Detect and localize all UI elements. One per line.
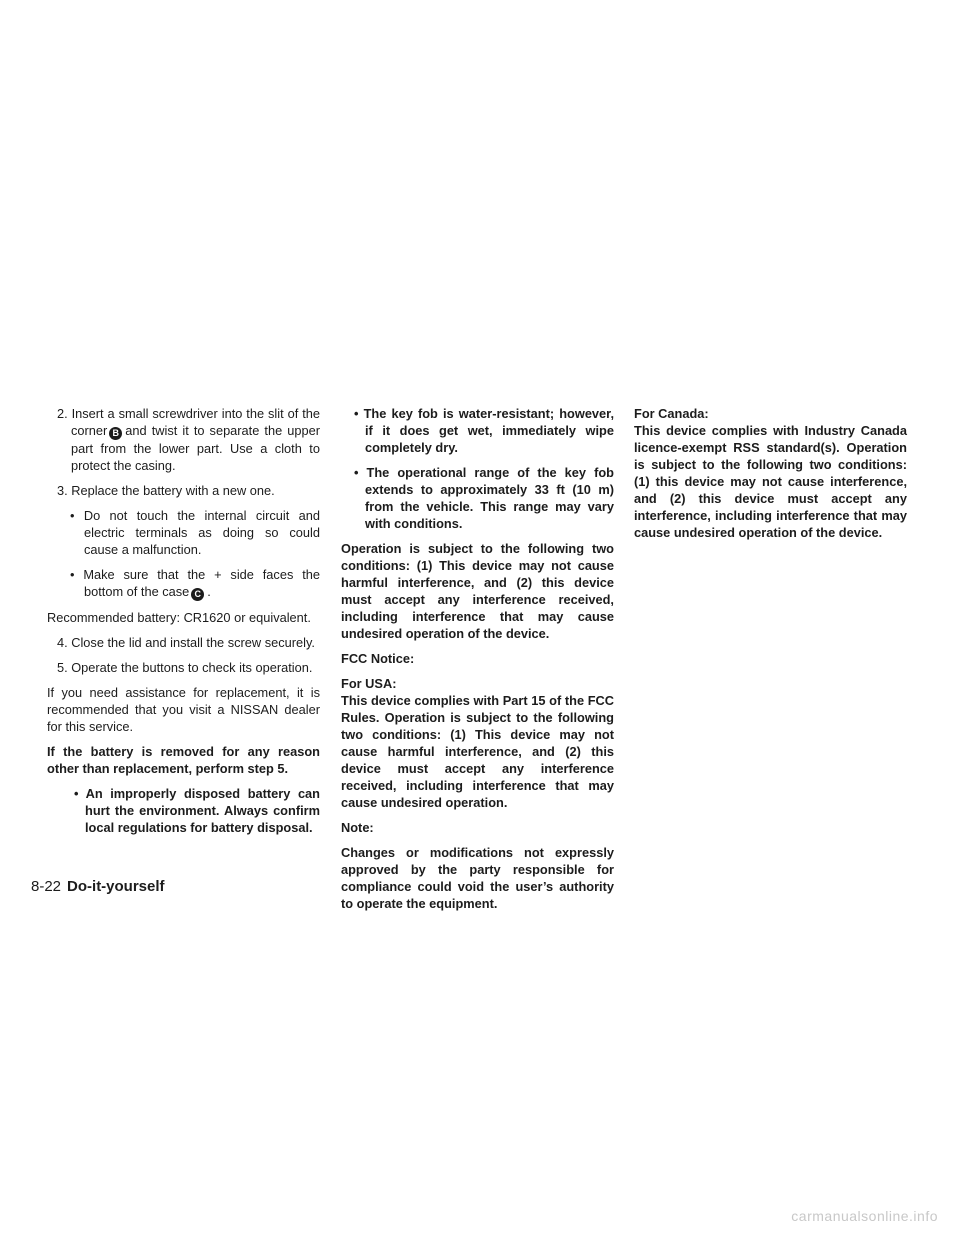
right-column (634, 405, 907, 549)
fcc-notice-heading: FCC Notice: (341, 651, 415, 666)
watermark: carmanualsonline.info (791, 1208, 938, 1224)
disposal-warning-bullet: • An improperly disposed battery can hurt the environment. Always confirm local regulations for battery disposal. (74, 786, 320, 835)
for-canada-heading: For Canada: (634, 406, 709, 421)
callout-b-icon: B (109, 427, 122, 440)
bullet-plus-side: • Make sure that the + side faces the bottom of the case C . (70, 567, 320, 599)
usa-text: This device complies with Part 15 of the FCC Rules. Operation is subject to the following two conditions: (1) This device may not cause harmful interference, and (2) this device must accept any interference received, including interference that may cause undesired operation. (341, 693, 614, 810)
left-column (47, 405, 320, 844)
page-number: 8-22 (31, 878, 62, 895)
canada-block (634, 405, 907, 541)
assistance-text: If you need assistance for replacement, it is recommended that you visit a NISSAN dealer for this service. (47, 685, 320, 734)
for-usa-heading: For USA: (341, 676, 397, 691)
operation-conditions: Operation is subject to the following two conditions: (1) This device may not cause harmful interference, and (2) this device must accept any interference received, including interference that may cause undesired operation of the device. (341, 541, 614, 641)
section-title: Do-it-yourself (67, 878, 165, 895)
note-heading: Note: (341, 820, 374, 835)
step-3: 3. Replace the battery with a new one. (57, 483, 275, 498)
callout-c-icon: C (191, 588, 204, 601)
bullet-internal-circuit: • Do not touch the internal circuit and electric terminals as doing so could cause a malfunction. (70, 508, 320, 557)
canada-text: This device complies with Industry Canada licence-exempt RSS standard(s). Operation is subject to the following two conditions: (1) this device may not cause interference, and (2) this device must accept any interference, including interference that may cause undesired operation of the device. (634, 423, 907, 540)
step-2: 2. Insert a small screwdriver into the slit of the corner B and twist it to separate the upper part from the lower part. Use a cloth to protect the casing. (57, 406, 320, 473)
recommended-battery: Recommended battery: CR1620 or equivalent. (47, 610, 311, 625)
battery-removed-heading: If the battery is removed for any reason other than replacement, perform step 5. (47, 744, 320, 776)
middle-column (341, 405, 614, 920)
step-5: 5. Operate the buttons to check its operation. (57, 660, 313, 675)
operational-range-bullet: • The operational range of the key fob extends to approximately 33 ft (10 m) from the vehicle. This range may vary with conditions. (354, 465, 614, 531)
water-resistant-bullet: • The key fob is water-resistant; however, if it does get wet, immediately wipe completely dry. (354, 406, 614, 455)
step-4: 4. Close the lid and install the screw securely. (57, 635, 315, 650)
usa-block (341, 675, 614, 811)
page-footer (31, 877, 165, 897)
changes-text: Changes or modifications not expressly approved by the party responsible for compliance could void the user’s authority to operate the equipment. (341, 845, 614, 911)
